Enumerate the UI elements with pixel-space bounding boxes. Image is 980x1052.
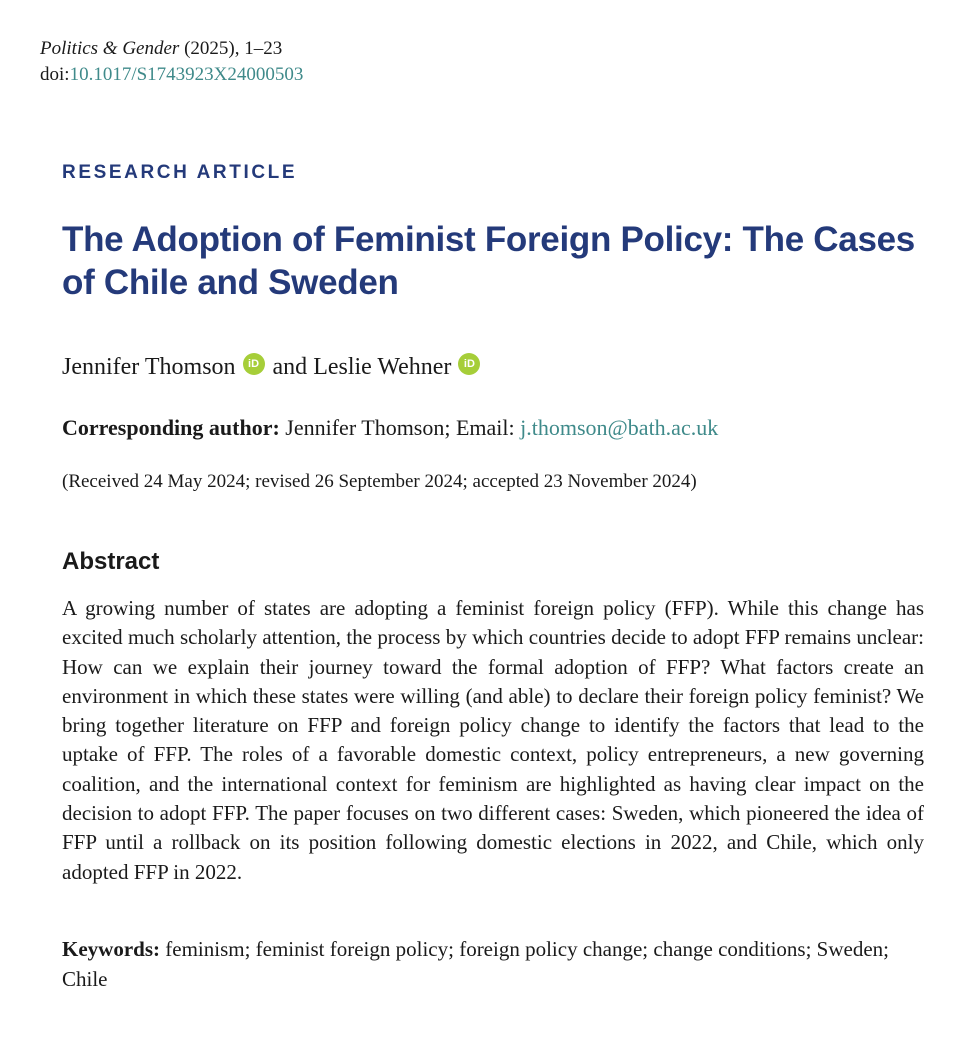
author-name: Jennifer Thomson xyxy=(62,354,236,380)
journal-citation xyxy=(40,36,282,62)
email-link[interactable]: j.thomson@bath.ac.uk xyxy=(520,415,719,440)
doi-line xyxy=(40,62,303,88)
article-type: RESEARCH ARTICLE xyxy=(62,162,298,183)
journal-details: (2025), 1–23 xyxy=(179,38,283,59)
orcid-icon[interactable]: iD xyxy=(458,353,480,375)
corresponding-text: Jennifer Thomson; Email: xyxy=(279,415,521,440)
keywords-label: Keywords: xyxy=(62,937,160,961)
author-name: Leslie Wehner xyxy=(313,354,452,380)
publication-history: (Received 24 May 2024; revised 26 September 2024; accepted 23 November 2024) xyxy=(62,471,697,492)
keywords xyxy=(62,935,924,994)
orcid-icon[interactable]: iD xyxy=(243,353,265,375)
author-list xyxy=(62,352,488,382)
journal-name: Politics & Gender xyxy=(40,38,180,59)
article-title: The Adoption of Feminist Foreign Policy: The Cases of Chile and Sweden xyxy=(62,220,915,302)
corresponding-label: Corresponding author: xyxy=(62,415,280,440)
keywords-text: feminism; feminist foreign policy; foreign policy change; change conditions; Sweden; Chile xyxy=(62,937,889,991)
doi-link[interactable]: 10.1017/S1743923X24000503 xyxy=(69,64,304,85)
abstract-heading: Abstract xyxy=(62,548,160,575)
corresponding-author xyxy=(62,413,718,443)
abstract-text: A growing number of states are adopting a feminist foreign policy (FFP). While this change has excited much scholarly attention, the process by which countries decide to adopt FFP remains unclear: How can we explain their journey toward the formal adoption of FFP? What factors create an environment in which these states were willing (and able) to declare their foreign policy feminist? We bring together literature on FFP and foreign policy change to identify the factors that lead to the uptake of FFP. The roles of a favorable domestic context, policy entrepreneurs, a new governing coalition, and the international context for feminism are highlighted as having clear impact on the decision to adopt FFP. The paper focuses on two different cases: Sweden, which pioneered the idea of FFP until a rollback on its position following domestic elections in 2022, and Chile, which only adopted FFP in 2022. xyxy=(62,596,924,884)
author-separator: and xyxy=(272,354,308,380)
doi-prefix: doi: xyxy=(40,64,70,85)
